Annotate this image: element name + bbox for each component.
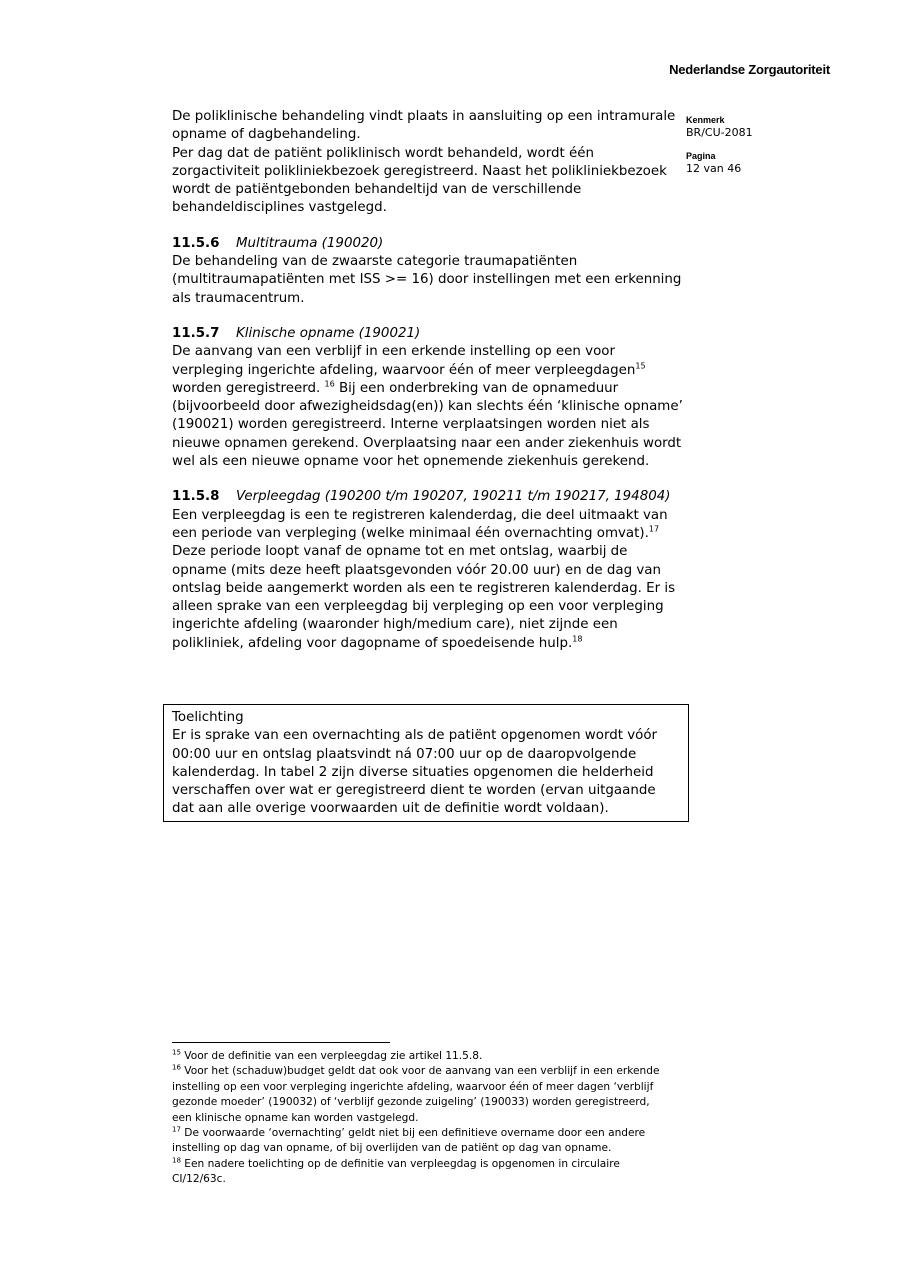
footnote-text: Een nadere toelichting op de definitie van verpleegdag is opgenomen in circulaire CI/12/63c. bbox=[172, 1157, 620, 1186]
toelichting-text: Er is sprake van een overnachting als de patiënt opgenomen wordt vóór 00:00 uur en ontslag plaatsvindt ná 07:00 uur op de daaropvolgende kalenderdag. In tabel 2 zijn diverse situaties opgenomen die helderheid verschaffen over wat er geregistreerd dient te worden (ervan uitgaande dat aan alle overige voorwaarden uit de definitie wordt voldaan). bbox=[172, 728, 658, 817]
section-number: 11.5.6 bbox=[172, 235, 220, 251]
section-11-5-8 bbox=[172, 488, 684, 653]
footnote-ref-15[interactable]: 15 bbox=[635, 361, 646, 371]
intro-paragraph: De poliklinische behandeling vindt plaats in aansluiting op een intramurale opname of dagbehandeling. bbox=[172, 109, 676, 143]
section-11-5-7 bbox=[172, 325, 684, 471]
footnote-text: Voor de definitie van een verpleegdag zie artikel 11.5.8. bbox=[180, 1050, 483, 1062]
section-title: Verpleegdag (190200 t/m 190207, 190211 t/m 190217, 194804) bbox=[236, 489, 671, 505]
footnote-number: 17 bbox=[172, 1125, 181, 1134]
pagina-label: Pagina bbox=[686, 151, 716, 161]
section-heading bbox=[172, 235, 684, 253]
section-text: De behandeling van de zwaarste categorie traumapatiënten (multitraumapatiënten met ISS >= 16) door instellingen met een erkenning als traumacentrum. bbox=[172, 254, 682, 306]
main-content bbox=[172, 108, 684, 653]
footnote-number: 18 bbox=[172, 1156, 181, 1165]
section-text-part: worden geregistreerd. bbox=[172, 380, 325, 396]
section-text-part: Deze periode loopt vanaf de opname tot en met ontslag, waarbij de opname (mits deze heeft plaatsgevonden vóór 20.00 uur) en de dag van ontslag beide aangemerkt worden als een te registreren kalenderdag. Er is alleen sprake van een verpleegdag bij verpleging op een voor verpleging ingerichte afdeling (waaronder high/medium care), niet zijnde een polikliniek, afdeling voor dagopname of spoedeisende hulp. bbox=[172, 544, 676, 651]
toelichting-box bbox=[163, 704, 689, 822]
footnote bbox=[172, 1049, 667, 1064]
section-text-part: Een verpleegdag is een te registreren kalenderdag, die deel uitmaakt van een periode van verpleging (welke minimaal één overnachting omvat). bbox=[172, 507, 668, 541]
document-meta bbox=[686, 114, 836, 186]
footnote-text: De voorwaarde ‘overnachting’ geldt niet bij een definitieve overname door een andere instelling op dag van opname, of bij overlijden van de patiënt op dag van opname. bbox=[172, 1127, 646, 1155]
footnote-ref-18[interactable]: 18 bbox=[572, 634, 583, 644]
section-number: 11.5.7 bbox=[172, 325, 220, 341]
section-text bbox=[172, 343, 684, 471]
section-text bbox=[172, 507, 684, 653]
section-text-part: De aanvang van een verblijf in een erkende instelling op een voor verpleging ingerichte afdeling, waarvoor één of meer verpleegdagen bbox=[172, 344, 636, 378]
kenmerk-label: Kenmerk bbox=[686, 115, 725, 125]
section-title: Multitrauma (190020) bbox=[236, 235, 384, 251]
kenmerk-value: BR/CU-2081 bbox=[686, 126, 753, 139]
section-heading bbox=[172, 488, 684, 506]
footnote bbox=[172, 1064, 667, 1126]
section-text-part: Bij een onderbreking van de opnameduur (bijvoorbeeld door afwezigheidsdag(en)) kan slechts één ‘klinische opname’ (190021) worden geregistreerd. Interne verplaatsingen worden niet als nieuwe opnamen gerekend. Overplaatsing naar een ander ziekenhuis wordt wel als een nieuwe opname voor het opnemende ziekenhuis gerekend. bbox=[172, 380, 683, 470]
intro-paragraph-2: Per dag dat de patiënt poliklinisch wordt behandeld, wordt één zorgactiviteit polikliniekbezoek geregistreerd. Naast het polikliniekbezoek wordt de patiëntgebonden behandeltijd van de verschillende behandeldisciplines vastgelegd. bbox=[172, 145, 667, 216]
footnote-number: 15 bbox=[172, 1048, 181, 1057]
footnote bbox=[172, 1126, 667, 1157]
toelichting-title: Toelichting bbox=[172, 710, 244, 725]
section-heading bbox=[172, 325, 684, 343]
footnote-ref-16[interactable]: 16 bbox=[324, 379, 335, 389]
footnote-number: 16 bbox=[172, 1063, 181, 1072]
section-11-5-6 bbox=[172, 235, 684, 308]
footnotes bbox=[172, 1049, 667, 1188]
footnote bbox=[172, 1157, 667, 1188]
footnote-divider bbox=[172, 1042, 390, 1043]
section-title: Klinische opname (190021) bbox=[236, 325, 421, 341]
organization-name: Nederlandse Zorgautoriteit bbox=[669, 62, 830, 77]
footnote-ref-17[interactable]: 17 bbox=[648, 524, 660, 534]
pagina-value: 12 van 46 bbox=[686, 162, 742, 175]
footnote-text: Voor het (schaduw)budget geldt dat ook voor de aanvang van een verblijf in een erkende instelling op een voor verpleging ingerichte afdeling, waarvoor één of meer dagen ‘verblijf gezonde moeder’ (190032) of ‘verblijf gezonde zuigeling’ (190033) worden geregistreerd, een klinische opname kan worden vastgelegd. bbox=[172, 1065, 660, 1124]
section-number: 11.5.8 bbox=[172, 489, 220, 505]
